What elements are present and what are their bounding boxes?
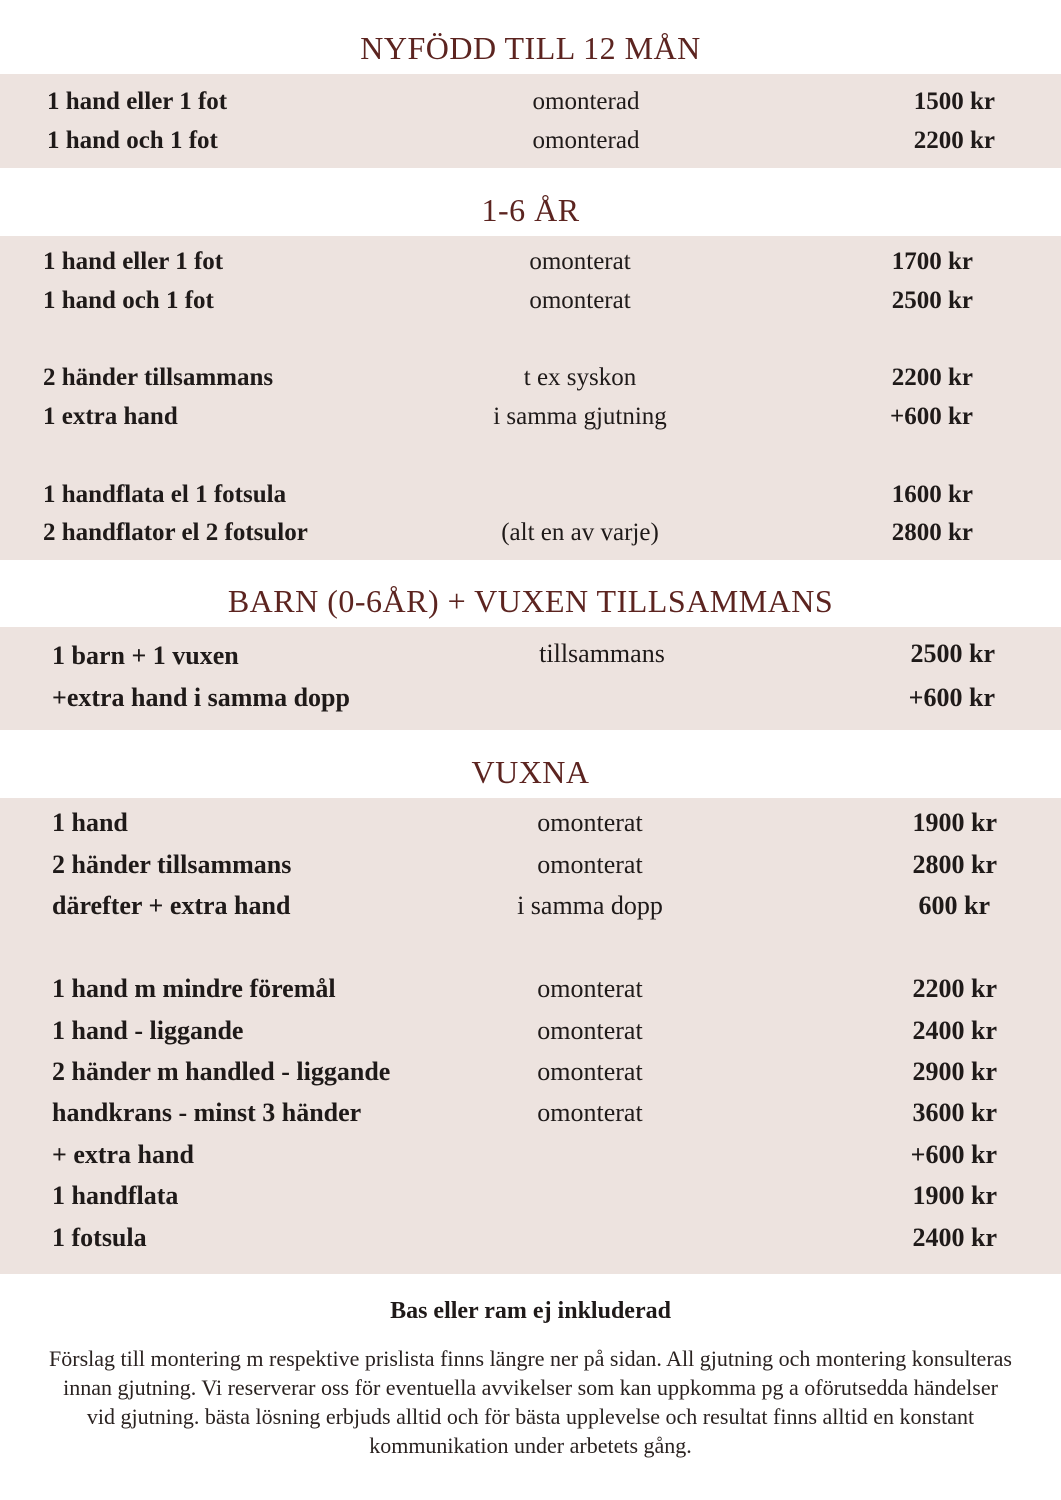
price-row bbox=[0, 1223, 1061, 1261]
item-note: omonterat bbox=[537, 850, 643, 879]
item-price: 1700 kr bbox=[891, 248, 973, 275]
item-price: 1900 kr bbox=[912, 1181, 997, 1210]
item-price: 3600 kr bbox=[912, 1098, 997, 1127]
item-label: 1 barn + 1 vuxen bbox=[52, 641, 239, 670]
item-price: +600 kr bbox=[908, 683, 995, 712]
item-label: 1 hand bbox=[52, 808, 128, 837]
price-row bbox=[0, 287, 1061, 325]
item-price: +600 kr bbox=[890, 403, 973, 430]
item-note: t ex syskon bbox=[523, 364, 637, 391]
item-price: +600 kr bbox=[910, 1140, 997, 1169]
item-price: 1900 kr bbox=[912, 808, 997, 837]
item-price: 2900 kr bbox=[912, 1057, 997, 1086]
price-row bbox=[0, 403, 1061, 441]
item-note: omonterad bbox=[532, 127, 640, 154]
item-label: +extra hand i samma dopp bbox=[52, 683, 350, 712]
section-title: NYFÖDD TILL 12 MÅN bbox=[360, 30, 701, 66]
item-note: omonterat bbox=[537, 1057, 643, 1086]
item-note: omonterat bbox=[537, 1016, 643, 1045]
price-row bbox=[0, 974, 1061, 1012]
price-row bbox=[0, 850, 1061, 888]
item-price: 2200 kr bbox=[912, 974, 997, 1003]
price-row bbox=[0, 1181, 1061, 1219]
item-price: 2500 kr bbox=[891, 287, 973, 314]
item-note: (alt en av varje) bbox=[501, 519, 659, 546]
price-row bbox=[0, 1098, 1061, 1136]
item-label: 2 händer m handled - liggande bbox=[52, 1057, 391, 1086]
item-note: omonterat bbox=[537, 1098, 643, 1127]
price-row bbox=[0, 248, 1061, 286]
price-row bbox=[0, 1057, 1061, 1095]
footer-text: Förslag till montering m respektive prislista finns längre ner på sidan. All gjutning och montering konsulteras innan gjutning. Vi reserverar oss för eventuella avvikelser som kan uppkomma pg a oförutsedda händelser vid gjutning. bästa lösning erbjuds alltid och för bästa upplevelse och resultat finns alltid en konstant kommunikation under arbetets gång. bbox=[49, 1346, 1012, 1458]
item-note: i samma dopp bbox=[517, 891, 663, 920]
item-label: 1 hand eller 1 fot bbox=[47, 88, 228, 115]
item-note: omonterad bbox=[532, 88, 640, 115]
section-title: 1-6 ÅR bbox=[481, 192, 580, 228]
footer-title: Bas eller ram ej inkluderad bbox=[390, 1298, 671, 1324]
item-label: 1 hand och 1 fot bbox=[47, 127, 218, 154]
price-row bbox=[0, 481, 1061, 519]
item-label: 1 handflata bbox=[52, 1181, 179, 1210]
item-note: omonterat bbox=[529, 287, 631, 314]
item-note: omonterat bbox=[537, 808, 643, 837]
item-note: tillsammans bbox=[539, 639, 665, 668]
price-row bbox=[0, 683, 1061, 721]
item-label: därefter + extra hand bbox=[52, 891, 291, 920]
item-label: 1 fotsula bbox=[52, 1223, 147, 1252]
price-row bbox=[0, 127, 1061, 165]
section-title: VUXNA bbox=[471, 754, 590, 790]
price-row bbox=[0, 641, 1061, 679]
item-price: 2400 kr bbox=[912, 1016, 997, 1045]
item-price: 2400 kr bbox=[912, 1223, 997, 1252]
item-price: 1500 kr bbox=[913, 88, 995, 115]
item-label: + extra hand bbox=[52, 1140, 194, 1169]
item-label: handkrans - minst 3 händer bbox=[52, 1098, 362, 1127]
item-label: 1 hand m mindre föremål bbox=[52, 974, 336, 1003]
item-label: 1 handflata el 1 fotsula bbox=[43, 481, 287, 508]
price-row bbox=[0, 519, 1061, 557]
item-price: 1600 kr bbox=[891, 481, 973, 508]
item-label: 1 hand - liggande bbox=[52, 1016, 244, 1045]
item-label: 2 handflator el 2 fotsulor bbox=[43, 519, 308, 546]
price-row bbox=[0, 88, 1061, 126]
price-row bbox=[0, 1140, 1061, 1178]
item-note: omonterat bbox=[529, 248, 631, 275]
item-label: 1 hand och 1 fot bbox=[43, 287, 214, 314]
item-price: 2200 kr bbox=[891, 364, 973, 391]
item-label: 2 händer tillsammans bbox=[43, 364, 274, 391]
item-note: omonterat bbox=[537, 974, 643, 1003]
item-price: 600 kr bbox=[918, 891, 990, 920]
price-row bbox=[0, 808, 1061, 846]
item-price: 2800 kr bbox=[891, 519, 973, 546]
price-row bbox=[0, 891, 1061, 929]
item-label: 2 händer tillsammans bbox=[52, 850, 292, 879]
section-title: BARN (0-6ÅR) + VUXEN TILLSAMMANS bbox=[227, 583, 834, 619]
item-price: 2200 kr bbox=[913, 127, 995, 154]
item-label: 1 hand eller 1 fot bbox=[43, 248, 224, 275]
item-price: 2500 kr bbox=[910, 639, 995, 668]
item-price: 2800 kr bbox=[912, 850, 997, 879]
item-label: 1 extra hand bbox=[43, 403, 178, 430]
price-row bbox=[0, 1016, 1061, 1054]
price-row bbox=[0, 364, 1061, 402]
item-note: i samma gjutning bbox=[493, 403, 667, 430]
